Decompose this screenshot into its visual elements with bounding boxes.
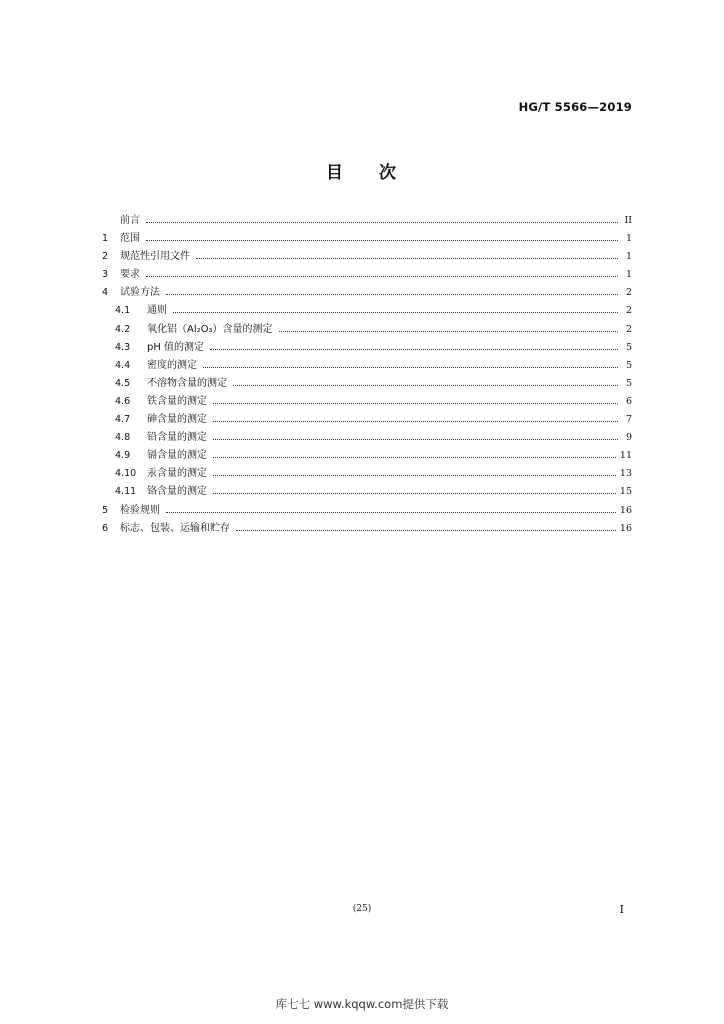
toc-entry-number: 4.5 (115, 377, 131, 389)
toc-dot-leader (146, 222, 618, 223)
toc-entry-page: 2 (625, 305, 632, 317)
toc-entry-label: 要求 (120, 269, 140, 281)
toc-dot-leader (213, 475, 616, 476)
toc-entry-page: II (624, 215, 632, 226)
toc-entry-page: 15 (619, 486, 632, 498)
toc-entry-number: 4.7 (115, 414, 131, 426)
toc-entry[interactable] (102, 321, 632, 339)
footer-page-number: I (619, 903, 624, 916)
toc-entry[interactable] (102, 520, 632, 538)
toc-entry-label: 检验规则 (120, 504, 160, 516)
toc-entry[interactable] (102, 248, 632, 266)
toc-entry-label: 铬含量的测定 (147, 486, 207, 498)
toc-entry-number: 4.4 (115, 359, 131, 371)
toc-dot-leader (146, 240, 618, 241)
toc-entry-number: 1 (102, 233, 109, 245)
toc-entry-page: 9 (625, 432, 632, 444)
toc-entry[interactable] (102, 483, 632, 501)
toc-entry-label: 前言 (120, 215, 140, 226)
toc-entry-page: 7 (625, 414, 632, 426)
toc-entry[interactable] (102, 411, 632, 429)
toc-entry[interactable] (102, 357, 632, 375)
toc-entry-label: pH 值的测定 (147, 341, 205, 353)
footer-page-ref: (25) (352, 904, 372, 914)
toc-entry-number: 4.10 (115, 468, 137, 480)
toc-entry-label: 不溶物含量的测定 (147, 377, 227, 389)
toc-entry[interactable] (102, 502, 632, 520)
toc-entry[interactable] (102, 266, 632, 284)
toc-entry-page: 2 (625, 323, 632, 335)
toc-entry-page: 1 (625, 251, 632, 263)
toc-dot-leader (213, 457, 616, 458)
toc-entry-label: 镉含量的测定 (147, 450, 207, 462)
toc-entry-page: 11 (619, 450, 632, 462)
toc-entry-page: 2 (625, 287, 632, 299)
watermark-text: 库七七 www.kqqw.com提供下载 (275, 997, 449, 1011)
toc-dot-leader (210, 349, 618, 350)
toc-entry-label: 氧化铝（Al₂O₃）含量的测定 (147, 323, 273, 335)
toc-dot-leader (166, 294, 618, 295)
toc-entry[interactable] (102, 429, 632, 447)
toc-dot-leader (196, 258, 618, 259)
toc-dot-leader (203, 367, 618, 368)
toc-entry[interactable] (102, 284, 632, 302)
toc-entry-page: 1 (625, 233, 632, 245)
toc-entry-label: 砷含量的测定 (147, 414, 207, 426)
toc-entry-page: 6 (625, 395, 632, 407)
toc-entry-label: 试验方法 (120, 287, 160, 299)
toc-entry-number: 4.3 (115, 341, 131, 353)
toc-title-part2: 次 (379, 163, 398, 183)
toc-entry-label: 汞含量的测定 (147, 468, 207, 480)
toc-entry-label: 标志、包装、运输和贮存 (120, 522, 230, 534)
toc-entry-label: 规范性引用文件 (120, 251, 190, 263)
standard-code: HG/T 5566—2019 (518, 100, 632, 114)
toc-entry-number: 4.6 (115, 395, 131, 407)
toc-entry-label: 范围 (120, 233, 140, 245)
toc-dot-leader (173, 312, 618, 313)
toc-dot-leader (213, 421, 618, 422)
toc-entry-number: 3 (102, 269, 109, 281)
toc-entry-page: 5 (625, 359, 632, 371)
toc-dot-leader (279, 331, 618, 332)
toc-title (0, 158, 724, 183)
toc-entry[interactable] (102, 230, 632, 248)
toc-dot-leader (213, 493, 616, 494)
toc-dot-leader (146, 276, 618, 277)
toc-entry-label: 通则 (147, 305, 167, 317)
toc-entry-page: 1 (625, 269, 632, 281)
toc-entry[interactable] (102, 465, 632, 483)
toc-dot-leader (233, 385, 618, 386)
toc-title-part1: 目 (326, 163, 345, 183)
toc-dot-leader (236, 530, 616, 531)
toc-entry-number: 4.11 (115, 486, 137, 498)
toc-entry-page: 5 (625, 341, 632, 353)
toc-entry-page: 13 (619, 468, 632, 480)
toc-entry[interactable] (102, 375, 632, 393)
toc-entry-page: 16 (619, 504, 632, 516)
toc-entry-label: 铅含量的测定 (147, 432, 207, 444)
toc-entry-page: 5 (625, 377, 632, 389)
toc-entry-number: 5 (102, 504, 109, 516)
toc-entry-number: 4.8 (115, 432, 131, 444)
toc-dot-leader (166, 512, 616, 513)
toc-entry-page: 16 (619, 522, 632, 534)
toc-entry[interactable] (102, 212, 632, 230)
toc-entry-number: 2 (102, 251, 109, 263)
toc-dot-leader (213, 403, 618, 404)
toc-entry[interactable] (102, 447, 632, 465)
toc-dot-leader (213, 439, 618, 440)
toc-entry-number: 4 (102, 287, 109, 299)
toc-entry[interactable] (102, 339, 632, 357)
table-of-contents (102, 212, 632, 538)
toc-entry-number: 6 (102, 522, 109, 534)
toc-entry[interactable] (102, 393, 632, 411)
toc-entry-number: 4.2 (115, 323, 131, 335)
toc-entry-number: 4.9 (115, 450, 131, 462)
toc-entry[interactable] (102, 302, 632, 320)
toc-entry-label: 密度的测定 (147, 359, 197, 371)
toc-entry-number: 4.1 (115, 305, 131, 317)
toc-entry-label: 铁含量的测定 (147, 395, 207, 407)
